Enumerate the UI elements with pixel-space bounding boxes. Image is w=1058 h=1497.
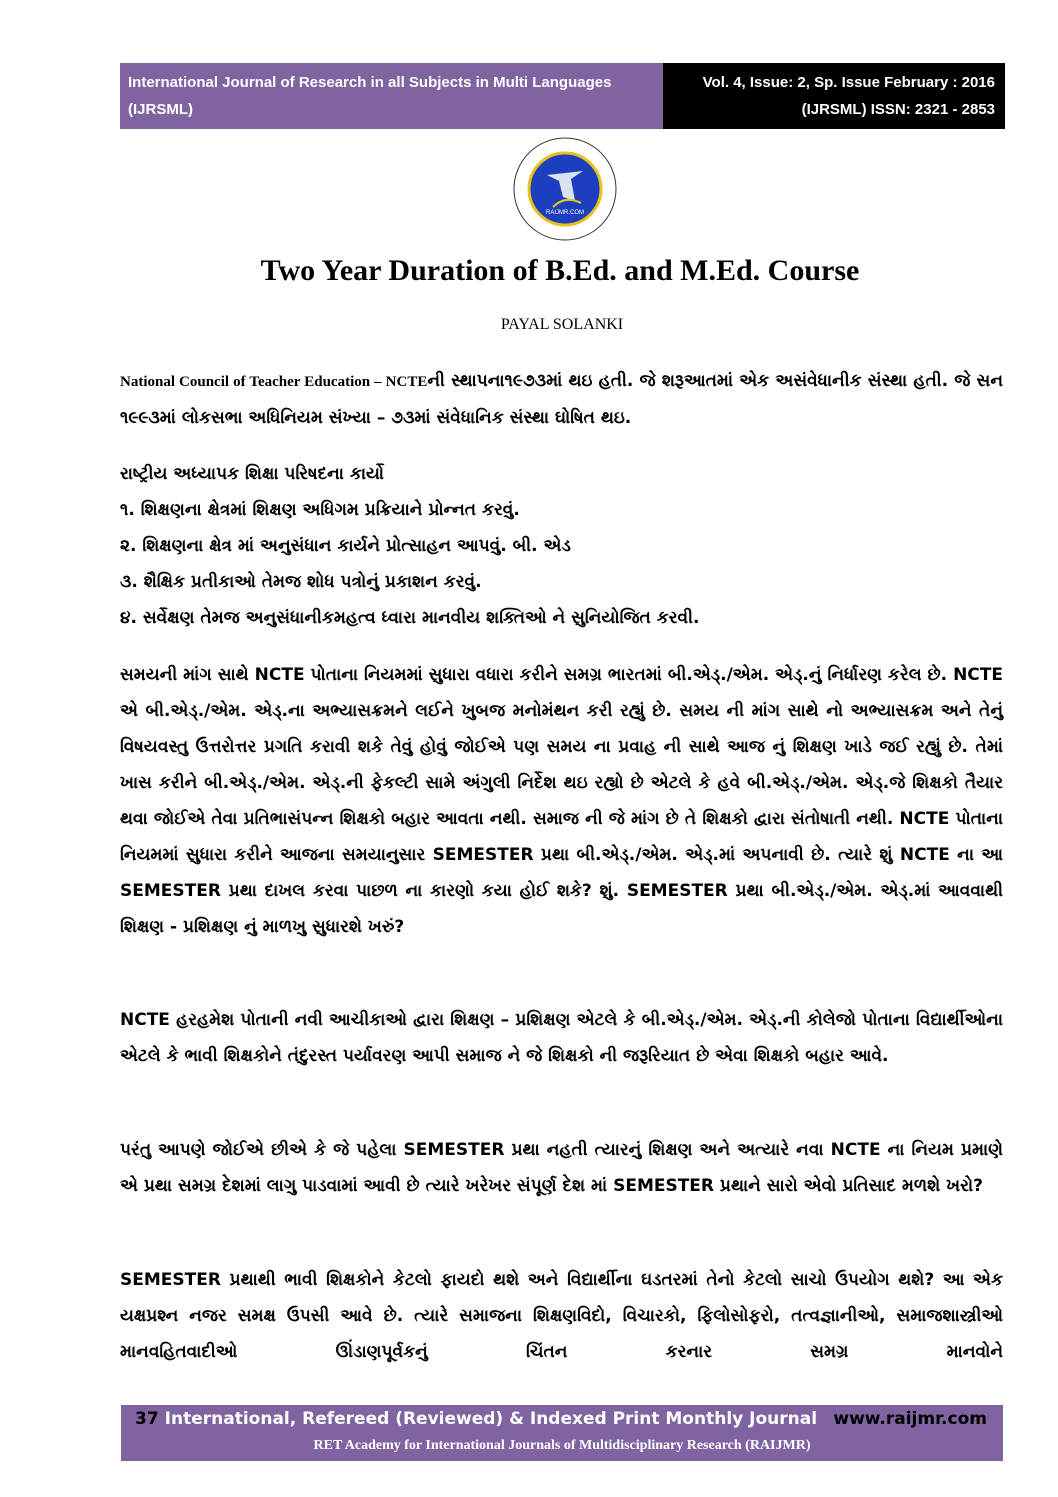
functions-heading: રાષ્ટ્રીય અધ્યાપક શિક્ષા પરિષદના કાર્યો [120, 464, 385, 484]
footer-tagline: International, Refereed (Reviewed) & Indexed Print Monthly Journal [164, 1409, 818, 1429]
page-number: 37 [135, 1409, 159, 1429]
body-paragraph: SEMESTER પ્રથાથી ભાવી શિક્ષકોને કેટલો ફાયદો થશે અને વિદ્યાર્થીના ઘડતરમાં તેનો કેટલો સાચો ઉપયોગ થશે? આ એક યક્ષપ્રશ્ન નજર સમક્ષ ઉપસી આવે છે. ત્યારે સમાજના શિક્ષણવિદો, વિચારકો, ફિલોસોફરો, તત્વજ્ઞાનીઓ, સમાજશાસ્ત્રીઓ માનવહિતવાદીઓ ઊંડાણપૂર્વકનું ચિંતન કરનાર સમગ્ર માનવોને [120, 1270, 1003, 1362]
list-item: ૩. શૈક્ષિક પ્રતીકાઓ તેમજ શોધ પત્રોનું પ્રકાશન કરવું. [120, 572, 482, 592]
footer-url[interactable]: www.raijmr.com [833, 1409, 987, 1429]
journal-footer [121, 1405, 1003, 1461]
journal-abbr: (IJRSML) [128, 101, 193, 118]
list-item: ૨. શિક્ષણના ક્ષેત્ર માં અનુસંધાન કાર્યને પ્રોત્સાહન આપવું. બી. એડ [120, 536, 571, 556]
intro-lead: National Council of Teacher Education – NCTE [120, 374, 428, 390]
raijmr-logo [513, 137, 617, 241]
list-item: ૧. શિક્ષણના ક્ષેત્રમાં શિક્ષણ અધિગમ પ્રક્રિયાને પ્રોન્નત કરવું. [120, 500, 520, 520]
journal-header [120, 63, 1005, 129]
body-paragraph: NCTE હરહમેશ પોતાની નવી આચીકાઓ દ્વારા શિક્ષણ – પ્રશિક્ષણ એટલે કે બી.એડ્./એમ. એડ્.ની કોલેજો પોતાના વિદ્યાર્થીઓના એટલે કે ભાવી શિક્ષકોને તંદુરસ્ત પર્યાવરણ આપી સમાજ ને જે શિક્ષકો ની જરૂરિયાત છે એવા શિક્ષકો બહાર આવે. [120, 1010, 1003, 1066]
footer-line [135, 1409, 817, 1429]
issue-info-box [663, 63, 1005, 129]
journal-name: International Journal of Research in all Subjects in Multi Languages [128, 74, 612, 91]
intro-text: ની સ્થાપના૧૯૭૩માં થઇ હતી. જે શરૂઆતમાં એક અસંવેધાનીક સંસ્થા હતી. જે સન ૧૯૯૩માં લોકસભા અધિનિયમ સંખ્યા – ૭૩માં સંવેધાનિક સંસ્થા ઘોષિત થઇ. [120, 371, 1003, 428]
footer-publisher: RET Academy for International Journals of Multidisciplinary Research (RAIJMR) [313, 1438, 811, 1453]
author-name: PAYAL SOLANKI [500, 316, 624, 333]
journal-name-box [120, 63, 663, 129]
body-paragraph: સમયની માંગ સાથે NCTE પોતાના નિયમમાં સુધારા વધારા કરીને સમગ્ર ભારતમાં બી.એડ્./એમ. એડ્.નું નિર્ધારણ કરેલ છે. NCTE એ બી.એડ્./એમ. એડ્.ના અભ્યાસક્રમને લઈને ખુબજ મનોમંથન કરી રહ્યું છે. સમય ની માંગ સાથે નો અભ્યાસક્રમ અને તેનું વિષયવસ્તુ ઉત્તરોત્તર પ્રગતિ કરાવી શકે તેવું હોવું જોઈએ પણ સમય ના પ્રવાહ ની સાથે આજ નું શિક્ષણ ખાડે જઈ રહ્યું છે. તેમાં ખાસ કરીને બી.એડ્./એમ. એડ્.ની ફેકલ્ટી સામે અંગુલી નિર્દેશ થઇ રહ્યો છે એટલે કે હવે બી.એડ્./એમ. એડ્.જે શિક્ષકો તૈયાર થવા જોઈએ તેવા પ્રતિભાસંપન્ન શિક્ષકો બહાર આવતા નથી. સમાજ ની જે માંગ છે તે શિક્ષકો દ્વારા સંતોષાતી નથી. NCTE પોતાના નિયમમાં સુધારા કરીને આજના સમયાનુસાર SEMESTER પ્રથા બી.એડ્./એમ. એડ્.માં અપનાવી છે. ત્યારે શું NCTE ના આ SEMESTER પ્રથા દાખલ કરવા પાછળ ના કારણો કયા હોઈ શકે? શું. SEMESTER પ્રથા બી.એડ્./એમ. એડ્.માં આવવાથી શિક્ષણ - પ્રશિક્ષણ નું માળખુ સુધારશે ખરું? [120, 665, 1003, 937]
functions-list [120, 492, 1003, 636]
article-title: Two Year Duration of B.Ed. and M.Ed. Course [260, 254, 860, 287]
issn-info: (IJRSML) ISSN: 2321 - 2853 [801, 101, 995, 118]
list-item: ૪. સર્વેક્ષણ તેમજ અનુસંધાનીકમહત્વ ધ્વારા માનવીય શક્તિઓ ને સુનિયોજિત કરવી. [120, 608, 700, 628]
intro-paragraph [120, 363, 1003, 436]
svg-text:RAIJMR.COM: RAIJMR.COM [546, 210, 584, 216]
body-paragraph: પરંતુ આપણે જોઈએ છીએ કે જે પહેલા SEMESTER પ્રથા નહતી ત્યારનું શિક્ષણ અને અત્યારે નવા NCTE ના નિયમ પ્રમાણે એ પ્રથા સમગ્ર દેશમાં લાગુ પાડવામાં આવી છે ત્યારે ખરેખર સંપૂર્ણ દેશ માં SEMESTER પ્રથાને સારો એવો પ્રતિસાદ મળશે ખરો? [120, 1140, 1003, 1196]
volume-info: Vol. 4, Issue: 2, Sp. Issue February : 2016 [702, 74, 995, 91]
